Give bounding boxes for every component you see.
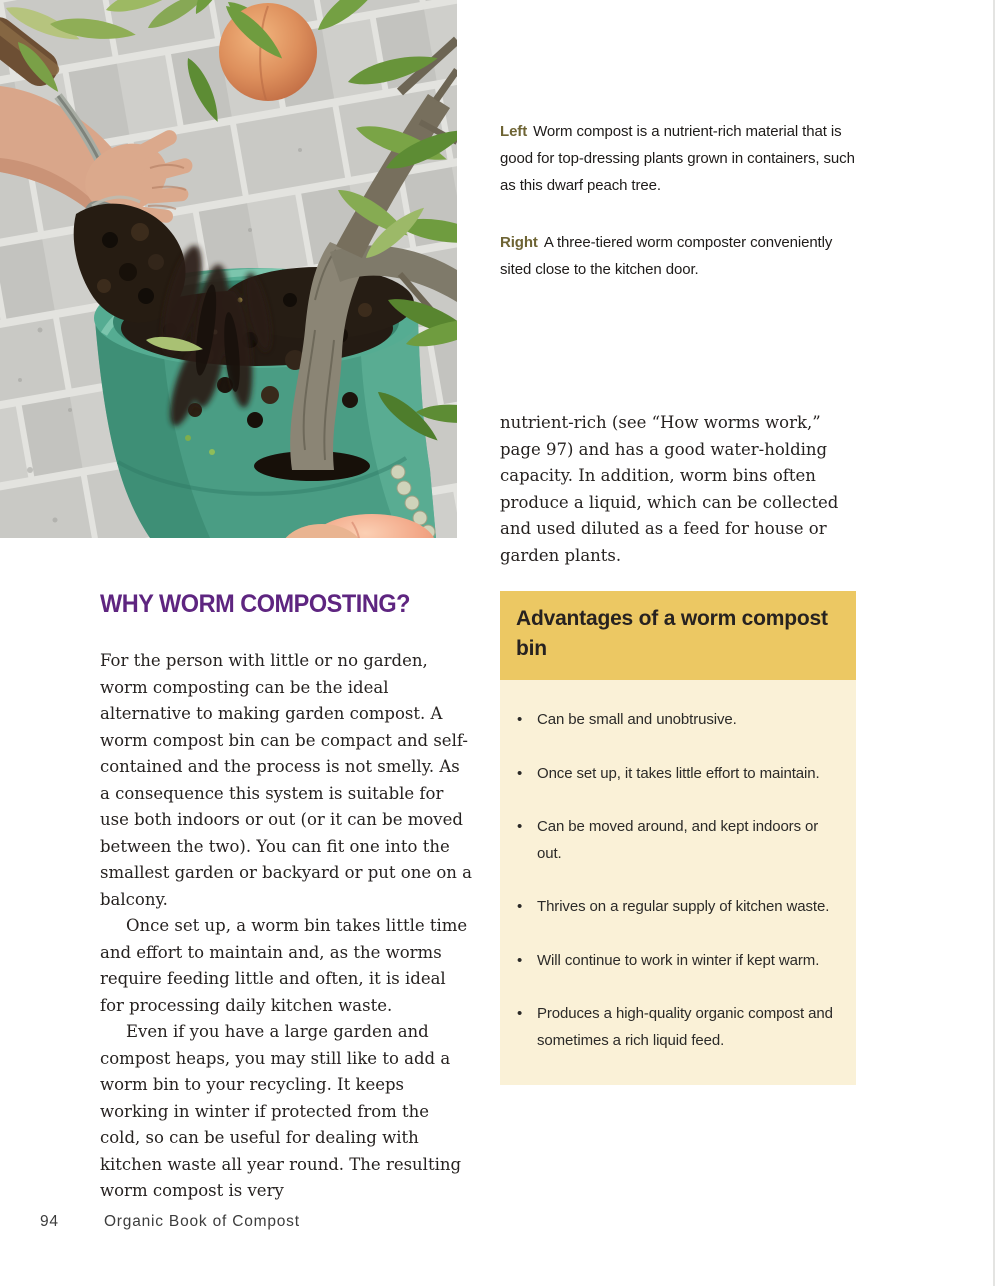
body-paragraph-text: For the person with little or no garden, worm composting can be the ideal alternative to making garden compost. A worm compost bin can be compact and self-contained and the process is not smelly. As a consequence this system is suitable for use both indoors or out (or it can be moved between the two). You can fit one into the smallest garden or backyard or put one on a balcony. <box>100 651 472 909</box>
advantages-item-text: Will continue to work in winter if kept warm. <box>537 951 820 969</box>
body-paragraph <box>100 1019 474 1205</box>
advantages-list <box>517 707 838 1054</box>
body-paragraph <box>100 648 474 913</box>
intro-continuation-paragraph: nutrient-rich (see “How worms work,” page 97) and has a good water-holding capacity. In addition, worm bins often produce a liquid, which can be collected and used diluted as a feed for house or garden plants. <box>500 413 839 565</box>
caption-left-label: Left <box>500 123 528 140</box>
advantages-box-title: Advantages of a worm compost bin <box>516 607 828 660</box>
advantages-box-header <box>500 591 856 680</box>
advantages-list-item <box>517 1001 838 1054</box>
advantages-item-text: Produces a high-quality organic compost and sometimes a rich liquid feed. <box>537 1005 833 1049</box>
advantages-item-text: Can be small and unobtrusive. <box>537 711 737 728</box>
body-paragraph-text: Even if you have a large garden and compost heaps, you may still like to add a worm bin to your recycling. It keeps working in winter if protected from the cold, so can be useful for dealing with kitchen waste all year round. The resulting worm compost is very <box>100 1022 462 1200</box>
bullet-icon: • <box>517 764 523 782</box>
caption-left-text: Worm compost is a nutrient-rich material that is good for top-dressing plants grown in containers, such as this dwarf peach tree. <box>500 123 855 194</box>
page-number: 94 <box>40 1213 59 1230</box>
caption-right-text: A three-tiered worm composter conveniently sited close to the kitchen door. <box>500 234 833 278</box>
worm-compost-photo <box>0 0 457 538</box>
caption-right-label: Right <box>500 234 538 251</box>
photo-captions <box>500 118 862 313</box>
page-footer <box>40 1213 300 1231</box>
body-paragraph <box>100 913 474 1019</box>
caption-right <box>500 229 862 283</box>
book-title: Organic Book of Compost <box>103 1213 300 1230</box>
advantages-item-text: Thrives on a regular supply of kitchen waste. <box>537 898 830 915</box>
caption-left <box>500 118 862 199</box>
advantages-list-item <box>517 814 838 867</box>
section-body <box>100 648 474 1205</box>
advantages-box <box>500 591 856 1085</box>
bullet-icon: • <box>517 951 523 969</box>
advantages-box-body <box>500 680 856 1085</box>
advantages-item-text: Once set up, it takes little effort to maintain. <box>537 764 820 782</box>
bullet-icon: • <box>517 1005 523 1022</box>
body-paragraph-text: Once set up, a worm bin takes little time and effort to maintain and, as the worms require feeding little and often, it is ideal for processing daily kitchen waste. <box>100 916 468 1015</box>
advantages-list-item <box>517 707 838 734</box>
section-heading: WHY WORM COMPOSTING? <box>100 590 411 618</box>
photo-illustration <box>0 0 457 538</box>
advantages-list-item <box>517 948 838 975</box>
advantages-item-text: Can be moved around, and kept indoors or out. <box>537 818 819 862</box>
advantages-list-item <box>517 761 838 788</box>
bullet-icon: • <box>517 818 523 835</box>
bullet-icon: • <box>517 711 523 728</box>
advantages-list-item <box>517 894 838 921</box>
bullet-icon: • <box>517 898 523 915</box>
page-edge-shadow <box>993 0 995 1286</box>
